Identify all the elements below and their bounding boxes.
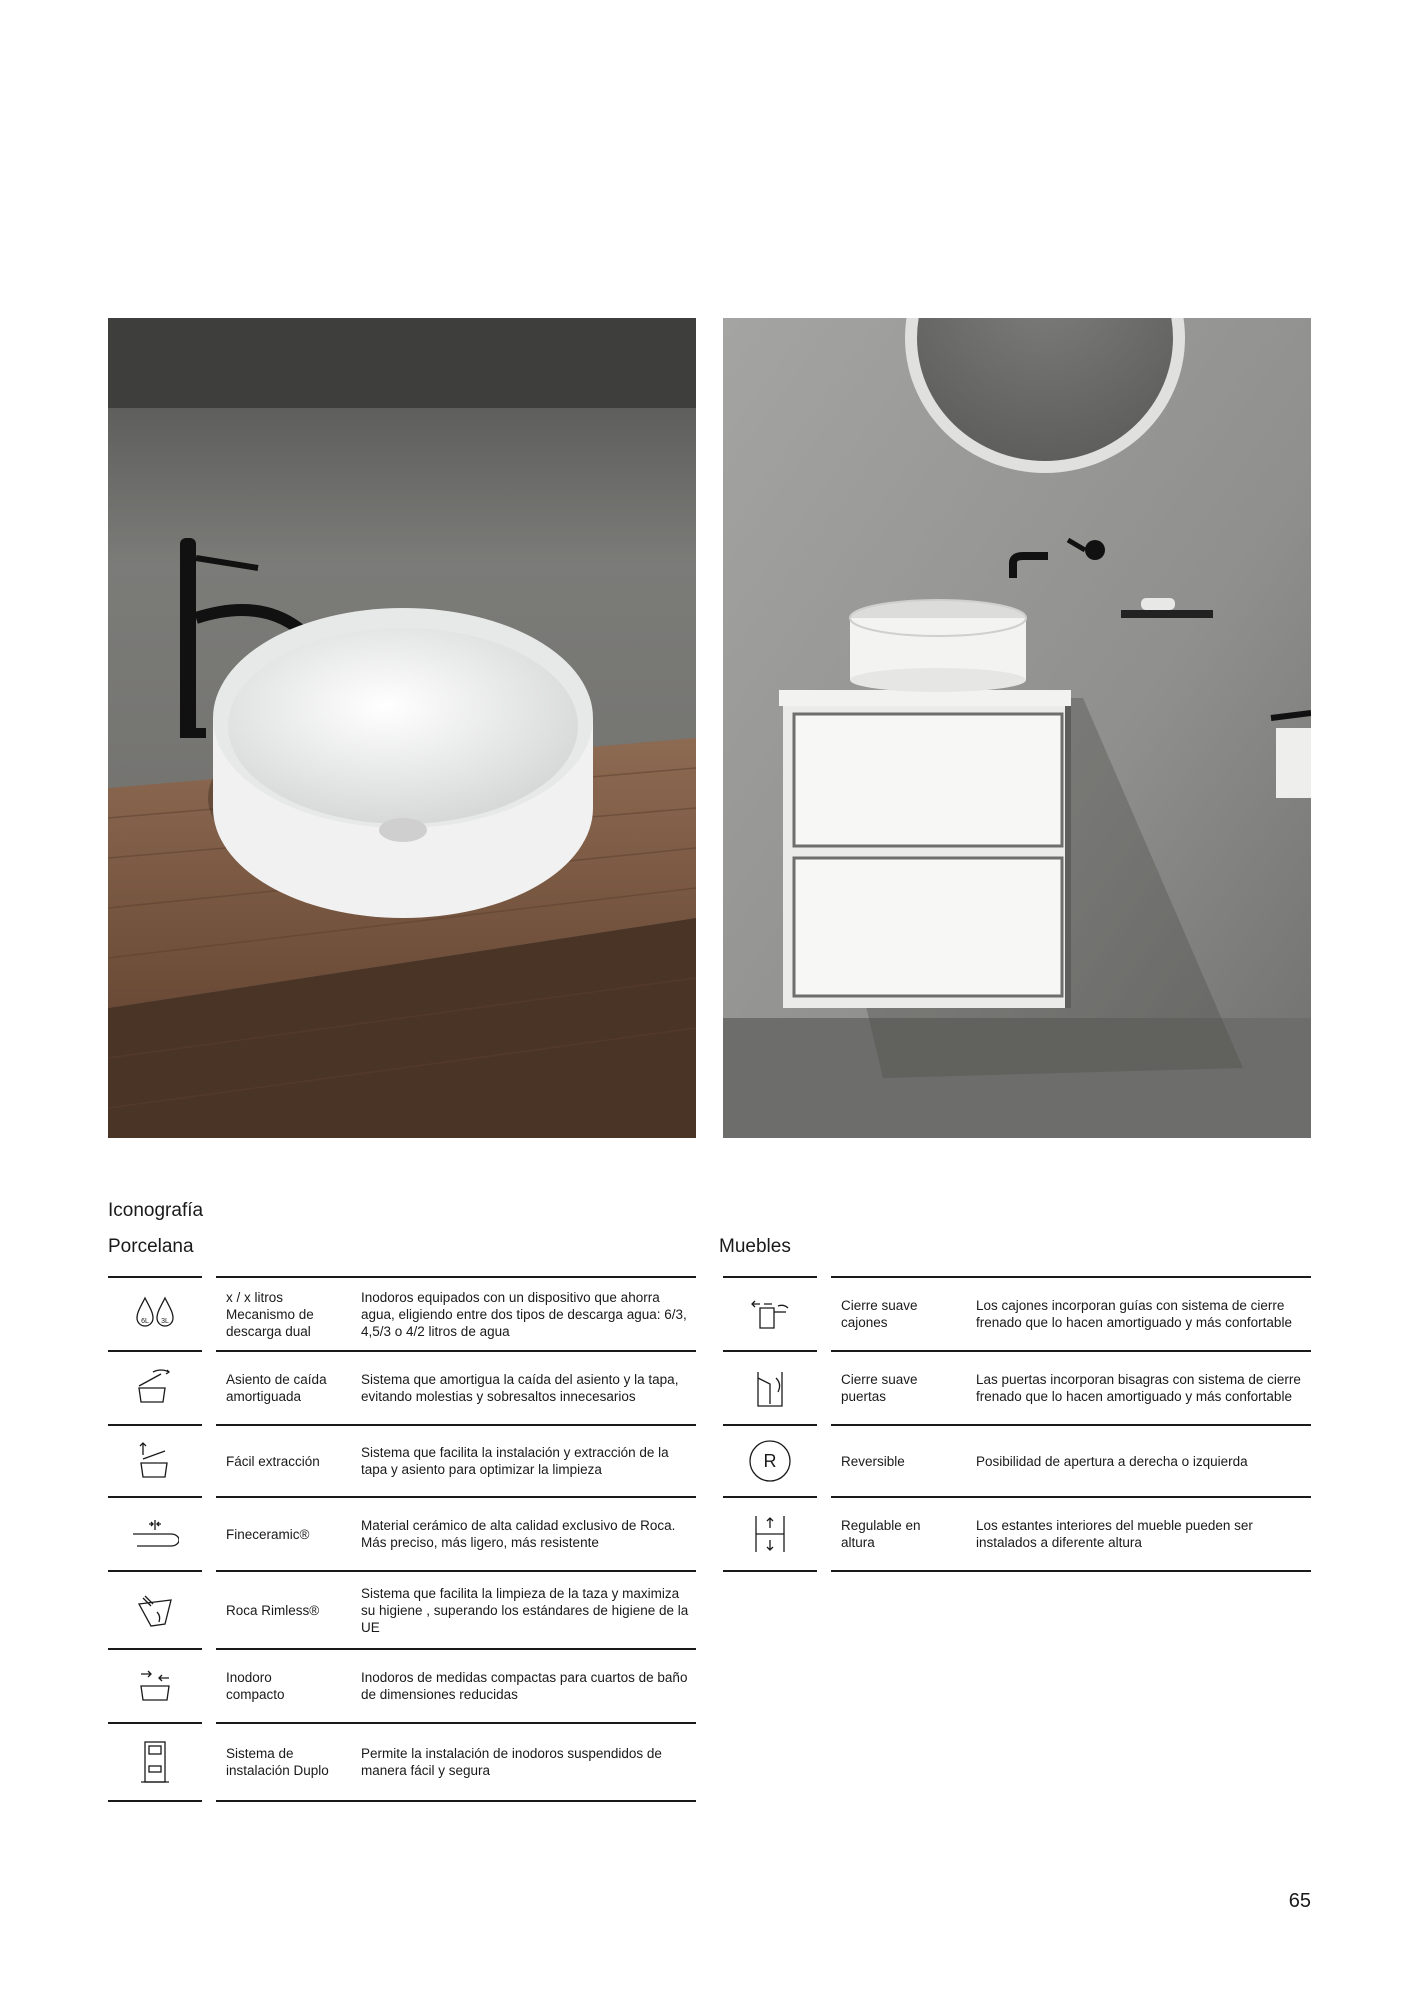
feature-row — [108, 1648, 696, 1722]
feature-description: Sistema que facilita la limpieza de la taza y maximiza su higiene , superando los estándares de higiene de la UE — [361, 1585, 689, 1635]
feature-row — [108, 1570, 696, 1648]
feature-row — [108, 1722, 696, 1800]
feature-description: Sistema que amortigua la caída del asiento y la tapa, evitando molestias y sobresaltos innecesarios — [361, 1372, 679, 1404]
feature-description: Las puertas incorporan bisagras con sistema de cierre frenado que lo hacen amortiguado y más confortable — [976, 1372, 1301, 1404]
rimless-icon — [108, 1572, 202, 1648]
feature-name: Regulable en altura — [841, 1518, 921, 1550]
table-bottom-rule — [108, 1800, 696, 1802]
soft-close-seat-icon — [108, 1352, 202, 1424]
dual-flush-drops-icon — [108, 1278, 202, 1350]
feature-name: Cierre suave cajones — [841, 1298, 918, 1330]
feature-name: Roca Rimless® — [226, 1602, 320, 1618]
reversible-icon — [723, 1426, 817, 1496]
feature-description: Sistema que facilita la instalación y extracción de la tapa y asiento para optimizar la limpieza — [361, 1445, 669, 1477]
feature-row — [108, 1424, 696, 1496]
section-title: Iconografía — [108, 1200, 204, 1221]
feature-row — [108, 1276, 696, 1350]
duplo-installation-icon — [108, 1724, 202, 1800]
feature-description: Inodoros de medidas compactas para cuartos de baño de dimensiones reducidas — [361, 1670, 688, 1702]
feature-name: x / x litros Mecanismo de descarga dual — [226, 1289, 314, 1339]
soft-close-drawers-icon — [723, 1278, 817, 1350]
reversible-letter: R — [763, 1451, 777, 1471]
feature-name: Fácil extracción — [226, 1453, 320, 1469]
feature-description: Permite la instalación de inodoros suspendidos de manera fácil y segura — [361, 1746, 662, 1778]
soft-close-doors-icon — [723, 1352, 817, 1424]
feature-description: Los estantes interiores del mueble pueden ser instalados a diferente altura — [976, 1518, 1253, 1550]
porcelana-table — [108, 1276, 696, 1802]
feature-name: Sistema de instalación Duplo — [226, 1746, 329, 1778]
easy-removal-seat-icon — [108, 1426, 202, 1496]
feature-description: Inodoros equipados con un dispositivo que ahorra agua, eligiendo entre dos tipos de descarga agua: 6/3, 4,5/3 o 4/2 litros de agua — [361, 1289, 687, 1339]
feature-name: Asiento de caída amortiguada — [226, 1372, 327, 1404]
table-bottom-rule — [723, 1570, 1311, 1572]
muebles-table — [723, 1276, 1311, 1572]
feature-name: Reversible — [841, 1453, 905, 1469]
feature-row — [108, 1496, 696, 1570]
feature-row — [723, 1496, 1311, 1570]
feature-row — [723, 1424, 1311, 1496]
feature-name: Cierre suave puertas — [841, 1372, 918, 1404]
height-adjustable-icon — [723, 1498, 817, 1570]
drop-label-6l: 6L — [141, 1318, 149, 1325]
feature-row — [108, 1350, 696, 1424]
washbasin-white-cabinet-photo — [723, 318, 1311, 1138]
feature-description: Posibilidad de apertura a derecha o izquierda — [976, 1453, 1248, 1469]
page-number: 65 — [1288, 1890, 1311, 1912]
feature-description: Material cerámico de alta calidad exclusivo de Roca. Más preciso, más ligero, más resistente — [361, 1518, 676, 1550]
muebles-heading: Muebles — [719, 1236, 791, 1257]
feature-description: Los cajones incorporan guías con sistema de cierre frenado que lo hacen amortiguado y más confortable — [976, 1298, 1292, 1330]
fineceramic-icon — [108, 1498, 202, 1570]
porcelana-heading: Porcelana — [108, 1236, 194, 1257]
feature-name: Inodoro compacto — [226, 1670, 285, 1702]
feature-row — [723, 1276, 1311, 1350]
washbasin-wood-counter-photo — [108, 318, 696, 1138]
drop-label-3l: 3L — [161, 1318, 169, 1325]
feature-row — [723, 1350, 1311, 1424]
feature-name: Fineceramic® — [226, 1526, 310, 1542]
compact-toilet-icon — [108, 1650, 202, 1722]
